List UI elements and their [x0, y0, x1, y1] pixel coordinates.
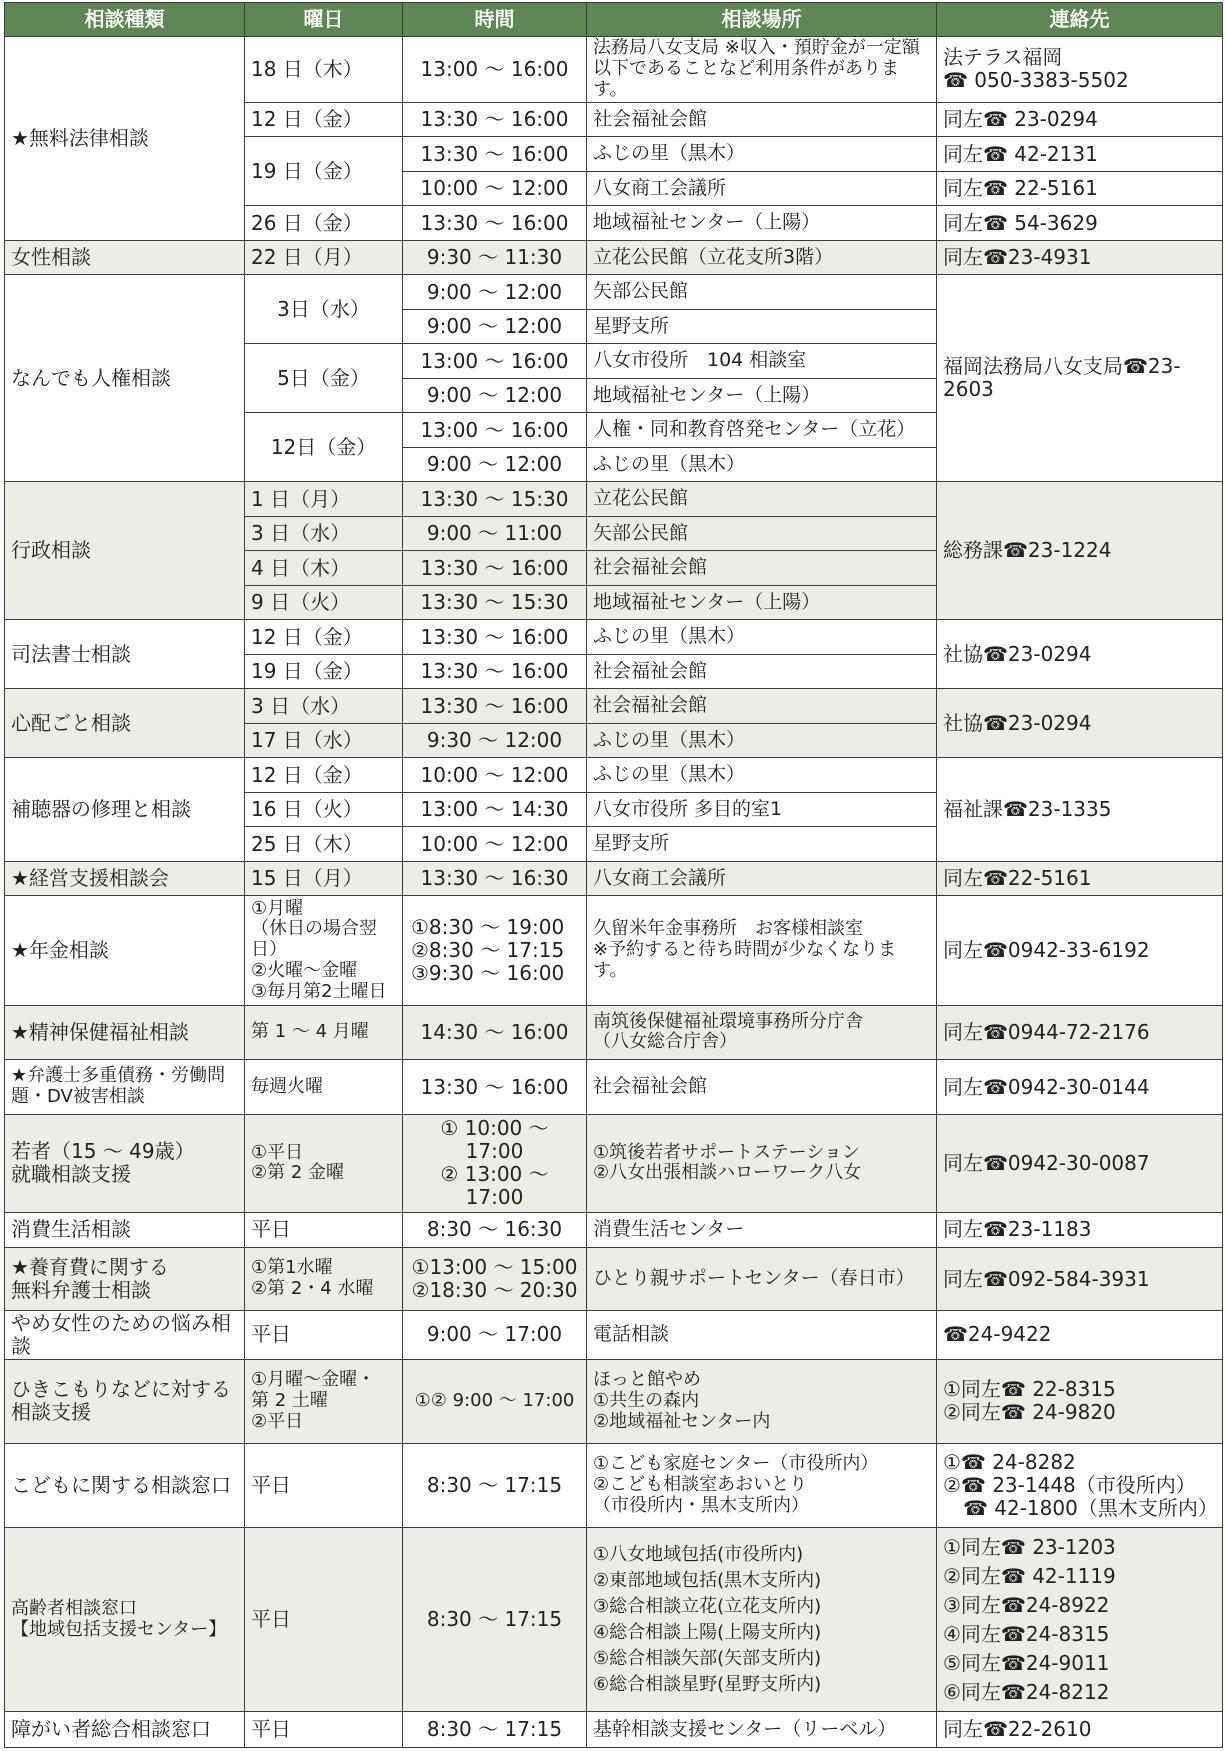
consult-day: 3 日（水） [245, 516, 403, 551]
consultation-schedule-table [4, 2, 1223, 1748]
consult-place: 八女市役所 多目的室1 [587, 792, 937, 827]
consult-day: 平日 [245, 1310, 403, 1359]
consult-place [587, 1005, 937, 1059]
contact-line: ③同左☎24-8922 [943, 1592, 1110, 1617]
consult-day [245, 896, 403, 1005]
consult-place: 法務局八女支局 ※収入・預貯金が一定額以下であることなど利用条件があります。 [587, 37, 937, 103]
type-line: 若者（15 ～ 49歳） [11, 1139, 195, 1164]
consult-contact: 社協☎23-0294 [937, 620, 1223, 689]
consult-place: 矢部公民館 [587, 516, 937, 551]
consult-place: 人権・同和教育啓発センター（立花） [587, 413, 937, 448]
consult-time: 13:00 ～ 16:00 [403, 37, 587, 103]
contact-line: ☎ 050-3383-5502 [943, 68, 1129, 93]
consult-time: 13:00 ～ 16:00 [403, 413, 587, 448]
consult-contact: 福祉課☎23-1335 [937, 758, 1223, 862]
consult-day: 16 日（火） [245, 792, 403, 827]
consult-day: 17 日（水） [245, 723, 403, 758]
table-row [5, 1248, 1223, 1311]
consult-time: 13:30 ～ 16:00 [403, 689, 587, 724]
consult-place: 消費生活センター [587, 1212, 937, 1248]
consult-time: 13:30 ～ 15:30 [403, 482, 587, 517]
header-time: 時間 [403, 3, 587, 37]
day-line: （休日の場合翌日） [251, 918, 377, 961]
consult-place: 基幹相談支援センター（リーベル） [587, 1712, 937, 1748]
consult-day: 12 日（金） [245, 758, 403, 793]
place-line: （八女総合庁舎） [593, 1031, 737, 1053]
consult-place: ふじの里（黒木） [587, 758, 937, 793]
table-row [5, 482, 1223, 517]
consult-place: ふじの里（黒木） [587, 620, 937, 655]
consult-place: ふじの里（黒木） [587, 137, 937, 172]
consult-time: 8:30 ～ 16:30 [403, 1212, 587, 1248]
consult-type: ひきこもりなどに対する相談支援 [5, 1359, 245, 1443]
consult-day [245, 1359, 403, 1443]
consult-place: 立花公民館（立花支所3階） [587, 240, 937, 275]
consult-day: 第 1 ～ 4 月曜 [245, 1005, 403, 1059]
consult-day: 12日（金） [245, 413, 403, 482]
contact-line: ②☎ 23-1448（市役所内） [943, 1472, 1196, 1497]
consult-time: 9:00 ～ 12:00 [403, 378, 587, 413]
consult-day: 平日 [245, 1712, 403, 1748]
consult-place: 星野支所 [587, 309, 937, 344]
consult-place: 立花公民館 [587, 482, 937, 517]
consult-time: 8:30 ～ 17:15 [403, 1712, 587, 1748]
consult-contact: 同左☎23-4931 [937, 240, 1223, 275]
table-row [5, 1005, 1223, 1059]
consult-time: 13:30 ～ 16:00 [403, 654, 587, 689]
day-line: ①第1水曜 [251, 1257, 333, 1279]
consult-time: 13:00 ～ 14:30 [403, 792, 587, 827]
consult-place: ふじの里（黒木） [587, 447, 937, 482]
consult-time: 13:30 ～ 16:30 [403, 861, 587, 896]
table-row [5, 1059, 1223, 1114]
consult-contact: 同左☎23-1183 [937, 1212, 1223, 1248]
time-line: ①13:00 ～ 15:00 [411, 1255, 578, 1279]
consult-time [403, 896, 587, 1005]
consult-contact [937, 37, 1223, 103]
table-row [5, 896, 1223, 1005]
consult-day: 12 日（金） [245, 620, 403, 655]
time-line: ③9:30 ～ 16:00 [411, 961, 565, 986]
consult-type: ★経営支援相談会 [5, 861, 245, 896]
table-row [5, 620, 1223, 655]
consult-place: 社会福祉会館 [587, 689, 937, 724]
consult-contact: 同左☎22-5161 [937, 861, 1223, 896]
day-line: 第 2 土曜 [251, 1389, 328, 1411]
place-line: ①こども家庭センター（市役所内） [593, 1453, 879, 1475]
consult-type: 行政相談 [5, 482, 245, 620]
consult-contact: 同左☎0944-72-2176 [937, 1005, 1223, 1059]
type-line: 無料弁護士相談 [11, 1278, 151, 1302]
consult-contact: 同左☎0942-30-0087 [937, 1115, 1223, 1212]
consult-contact: 福岡法務局八女支局☎23-2603 [937, 275, 1223, 482]
consult-time: 10:00 ～ 12:00 [403, 171, 587, 206]
contact-line: ☎ 42-1800（黒木支所内） [943, 1495, 1218, 1520]
consult-place: 矢部公民館 [587, 275, 937, 310]
consult-type: なんでも人権相談 [5, 275, 245, 482]
consult-place: 社会福祉会館 [587, 102, 937, 137]
contact-line: ②同左☎ 42-1119 [943, 1563, 1116, 1588]
place-line: ①共生の森内 [593, 1389, 700, 1411]
consult-type: やめ女性のための悩み相談 [5, 1310, 245, 1359]
place-line: 久留米年金事務所 お客様相談室 [593, 918, 863, 940]
header-place: 相談場所 [587, 3, 937, 37]
consult-time: 9:00 ～ 12:00 [403, 447, 587, 482]
day-line: ②第 2 金曜 [251, 1162, 345, 1184]
contact-line: ⑤同左☎24-9011 [943, 1650, 1110, 1675]
table-row [5, 1115, 1223, 1212]
consult-time: 13:30 ～ 16:00 [403, 102, 587, 137]
consult-contact: 同左☎ 42-2131 [937, 137, 1223, 172]
contact-line: 法テラス福岡 [943, 45, 1063, 70]
consult-type [5, 1248, 245, 1311]
consult-time [403, 1248, 587, 1311]
consult-type: ★年金相談 [5, 896, 245, 1005]
place-line: 南筑後保健福祉環境事務所分庁舎 [593, 1010, 863, 1032]
consult-time: 9:00 ～ 12:00 [403, 275, 587, 310]
type-line: 就職相談支援 [11, 1162, 131, 1187]
place-line: ⑤総合相談矢部(矢部支所内) [593, 1647, 822, 1669]
contact-line: ⑥同左☎24-8212 [943, 1679, 1110, 1704]
place-line: ⑥総合相談星野(星野支所内) [593, 1673, 822, 1695]
place-line: ②八女出張相談ハローワーク八女 [593, 1162, 862, 1184]
time-line: ②8:30 ～ 17:15 [411, 938, 565, 963]
consult-time: 9:30 ～ 11:30 [403, 240, 587, 275]
table-row [5, 1528, 1223, 1712]
consult-time: 13:30 ～ 16:00 [403, 137, 587, 172]
consult-day [245, 1248, 403, 1311]
place-line: （市役所内・黒木支所内） [593, 1494, 809, 1516]
consult-time: 9:00 ～ 12:00 [403, 309, 587, 344]
table-row [5, 1359, 1223, 1443]
consult-type: ★精神保健福祉相談 [5, 1005, 245, 1059]
consult-time: 13:30 ～ 15:30 [403, 585, 587, 620]
consult-place: 八女商工会議所 [587, 861, 937, 896]
consult-time: 9:30 ～ 12:00 [403, 723, 587, 758]
consult-contact: 同左☎0942-30-0144 [937, 1059, 1223, 1114]
consult-day: 平日 [245, 1443, 403, 1528]
consult-contact: 同左☎0942-33-6192 [937, 896, 1223, 1005]
consult-time: 13:30 ～ 16:00 [403, 551, 587, 586]
consult-time: 14:30 ～ 16:00 [403, 1005, 587, 1059]
consult-time: 10:00 ～ 12:00 [403, 758, 587, 793]
consult-contact: 同左☎ 22-5161 [937, 171, 1223, 206]
place-line: ②こども相談室あおいとり [593, 1474, 808, 1496]
consult-place: 社会福祉会館 [587, 1059, 937, 1114]
contact-line: ④同左☎24-8315 [943, 1621, 1110, 1646]
table-row [5, 240, 1223, 275]
consult-place: ふじの里（黒木） [587, 723, 937, 758]
day-line: ①月曜 [251, 897, 304, 919]
consult-time [403, 1115, 587, 1212]
consult-place [587, 896, 937, 1005]
consult-day: 19 日（金） [245, 137, 403, 206]
consult-day: 1 日（月） [245, 482, 403, 517]
consult-time: 9:00 ～ 17:00 [403, 1310, 587, 1359]
consult-place: 社会福祉会館 [587, 654, 937, 689]
time-line: ① 10:00 ～ 17:00 [440, 1116, 549, 1164]
consult-type: ★無料法律相談 [5, 37, 245, 241]
consult-time: 8:30 ～ 17:15 [403, 1528, 587, 1712]
place-line: ほっと館やめ [593, 1369, 701, 1391]
consult-day: 12 日（金） [245, 102, 403, 137]
place-line: ④総合相談上陽(上陽支所内) [593, 1621, 822, 1643]
consult-day: 5日（金） [245, 344, 403, 413]
type-line: ★養育費に関する [11, 1255, 169, 1279]
consult-time: 13:30 ～ 16:00 [403, 1059, 587, 1114]
contact-line: ①同左☎ 23-1203 [943, 1534, 1116, 1559]
contact-line: ②同左☎ 24-9820 [943, 1400, 1116, 1425]
consult-day: 25 日（木） [245, 827, 403, 862]
day-line: ①月曜～金曜・ [251, 1369, 376, 1391]
table-row [5, 1712, 1223, 1748]
consult-time: 8:30 ～ 17:15 [403, 1443, 587, 1528]
header-contact: 連絡先 [937, 3, 1223, 37]
consult-day [245, 1115, 403, 1212]
time-line: ①8:30 ～ 19:00 [411, 915, 565, 940]
table-row [5, 275, 1223, 310]
table-row [5, 689, 1223, 724]
day-line: ③毎月第2土曜日 [251, 980, 387, 1002]
consult-day: 15 日（月） [245, 861, 403, 896]
day-line: ①平日 [251, 1141, 304, 1163]
consult-type: 女性相談 [5, 240, 245, 275]
place-line: ※予約すると待ち時間が少なくなります。 [593, 939, 897, 981]
consult-day: 22 日（月） [245, 240, 403, 275]
consult-day: 毎週火曜 [245, 1059, 403, 1114]
consult-contact [937, 1528, 1223, 1712]
consult-contact: ☎24-9422 [937, 1310, 1223, 1359]
table-row [5, 758, 1223, 793]
place-line: ①八女地域包括(市役所内) [593, 1543, 804, 1565]
consult-day: 4 日（木） [245, 551, 403, 586]
consult-contact: 社協☎23-0294 [937, 689, 1223, 758]
consult-place [587, 1115, 937, 1212]
contact-line: ①同左☎ 22-8315 [943, 1377, 1116, 1402]
table-row [5, 1212, 1223, 1248]
consult-place: 八女市役所 104 相談室 [587, 344, 937, 379]
type-line: 高齢者相談窓口 [11, 1598, 137, 1620]
type-line: 【地域包括支援センター】 [11, 1618, 227, 1640]
consult-type: 心配ごと相談 [5, 689, 245, 758]
consult-place: 地域福祉センター（上陽） [587, 378, 937, 413]
consult-contact: 同左☎092-584-3931 [937, 1248, 1223, 1311]
consult-day: 18 日（木） [245, 37, 403, 103]
place-line: ①筑後若者サポートステーション [593, 1141, 860, 1163]
consult-day: 19 日（金） [245, 654, 403, 689]
consult-day: 平日 [245, 1212, 403, 1248]
consult-place: 八女商工会議所 [587, 171, 937, 206]
consult-time: 13:30 ～ 16:00 [403, 620, 587, 655]
consult-time: 13:00 ～ 16:00 [403, 344, 587, 379]
consult-contact: 同左☎ 54-3629 [937, 206, 1223, 241]
consult-day: 3 日（水） [245, 689, 403, 724]
consult-type: ★弁護士多重債務・労働問題・DV被害相談 [5, 1059, 245, 1114]
consult-place: 星野支所 [587, 827, 937, 862]
consult-place [587, 1443, 937, 1528]
time-line: ② 13:00 ～ 17:00 [440, 1162, 549, 1210]
day-line: ②火曜～金曜 [251, 959, 358, 981]
consult-day: 3日（水） [245, 275, 403, 344]
place-line: ③総合相談立花(立花支所内) [593, 1595, 822, 1617]
consult-place: 地域福祉センター（上陽） [587, 585, 937, 620]
consult-time: 13:30 ～ 16:00 [403, 206, 587, 241]
consult-day: 26 日（金） [245, 206, 403, 241]
table-row [5, 37, 1223, 103]
header-type: 相談種類 [5, 3, 245, 37]
day-line: ②平日 [251, 1410, 304, 1432]
consult-contact [937, 1443, 1223, 1528]
consult-contact: 総務課☎23-1224 [937, 482, 1223, 620]
consult-contact [937, 1359, 1223, 1443]
contact-line: ①☎ 24-8282 [943, 1449, 1076, 1474]
table-row [5, 861, 1223, 896]
header-row [5, 3, 1223, 37]
table-row [5, 1443, 1223, 1528]
place-line: ②地域福祉センター内 [593, 1410, 771, 1432]
consult-time: 10:00 ～ 12:00 [403, 827, 587, 862]
consult-type: 消費生活相談 [5, 1212, 245, 1248]
consult-place [587, 1528, 937, 1712]
consult-place: 地域福祉センター（上陽） [587, 206, 937, 241]
time-line: ②18:30 ～ 20:30 [411, 1278, 578, 1302]
consult-time: 9:00 ～ 11:00 [403, 516, 587, 551]
consult-time: ①② 9:00 ～ 17:00 [403, 1359, 587, 1443]
consult-place: 社会福祉会館 [587, 551, 937, 586]
consult-contact: 同左☎22-2610 [937, 1712, 1223, 1748]
consult-type [5, 1115, 245, 1212]
consult-place [587, 1359, 937, 1443]
consult-type: 司法書士相談 [5, 620, 245, 689]
consult-contact: 同左☎ 23-0294 [937, 102, 1223, 137]
consult-type: 障がい者総合相談窓口 [5, 1712, 245, 1748]
consult-day: 平日 [245, 1528, 403, 1712]
consult-place: 電話相談 [587, 1310, 937, 1359]
consult-type [5, 1528, 245, 1712]
consult-type: 補聴器の修理と相談 [5, 758, 245, 862]
consult-type: こどもに関する相談窓口 [5, 1443, 245, 1528]
place-line: ②東部地域包括(黒木支所内) [593, 1569, 822, 1591]
day-line: ②第 2・4 水曜 [251, 1278, 374, 1299]
consult-day: 9 日（火） [245, 585, 403, 620]
header-day: 曜日 [245, 3, 403, 37]
table-row [5, 1310, 1223, 1359]
consult-place: ひとり親サポートセンター（春日市） [587, 1248, 937, 1311]
